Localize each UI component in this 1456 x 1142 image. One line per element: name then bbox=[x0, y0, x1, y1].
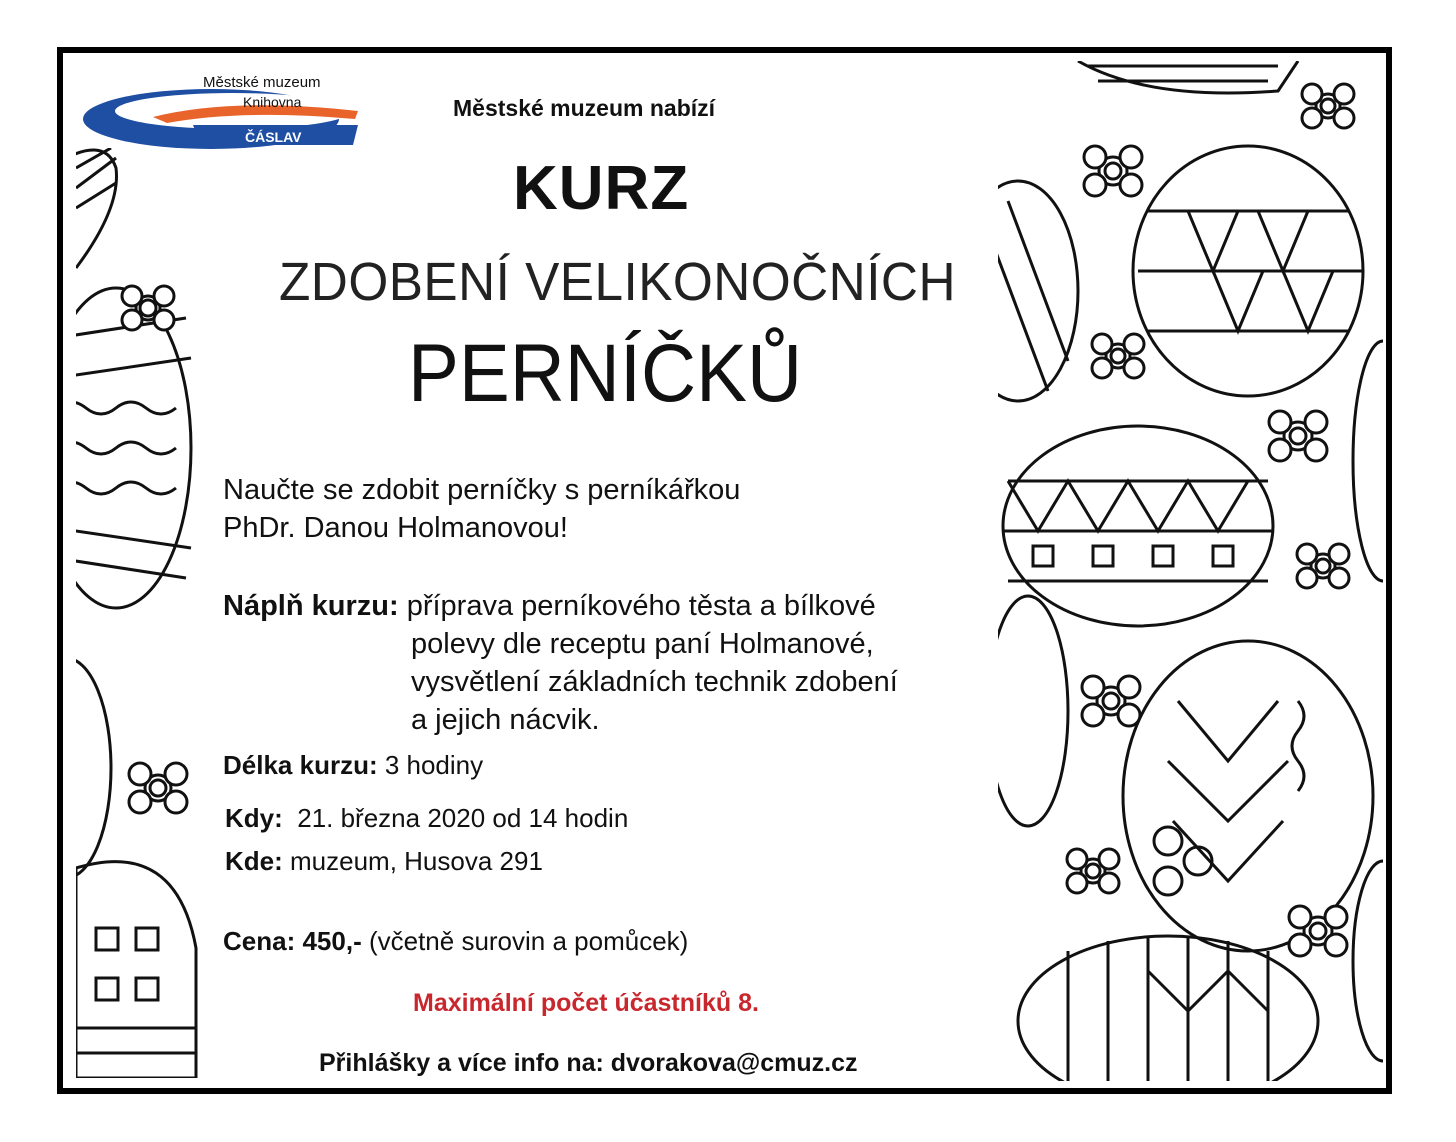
flower-icon bbox=[1067, 849, 1119, 893]
course-place bbox=[225, 846, 543, 877]
content-more bbox=[411, 625, 898, 739]
course-title: PERNÍČKŮ bbox=[408, 328, 803, 419]
where-label: Kde: bbox=[225, 846, 283, 876]
course-length bbox=[223, 750, 483, 781]
content-line: polevy dle receptu paní Holmanové, bbox=[411, 628, 874, 660]
capacity-notice: Maximální počet účastníků 8. bbox=[413, 989, 759, 1017]
flower-icon bbox=[1297, 544, 1349, 588]
flower-icon bbox=[129, 763, 187, 813]
easter-egg-pattern-left bbox=[76, 148, 198, 1078]
length-value: 3 hodiny bbox=[377, 750, 484, 780]
course-subtitle: ZDOBENÍ VELIKONOČNÍCH bbox=[279, 252, 956, 312]
when-label: Kdy: bbox=[225, 803, 283, 833]
course-heading: KURZ bbox=[513, 154, 690, 223]
logo-line1: Městské muzeum bbox=[203, 74, 321, 91]
course-date bbox=[225, 803, 628, 834]
flower-icon bbox=[1269, 411, 1327, 461]
when-value: 21. března 2020 od 14 hodin bbox=[282, 803, 629, 833]
length-label: Délka kurzu: bbox=[223, 750, 378, 780]
course-price bbox=[223, 926, 688, 957]
intro-text bbox=[223, 471, 943, 547]
flower-icon bbox=[1302, 84, 1354, 128]
flower-icon bbox=[1084, 146, 1142, 196]
contact-info: Přihlášky a více info na: dvorakova@cmuz.cz bbox=[319, 1049, 858, 1077]
logo-line3: ČÁSLAV bbox=[245, 129, 302, 145]
content-first-line bbox=[223, 587, 876, 625]
content-line: vysvětlení základních technik zdobení bbox=[411, 666, 898, 698]
flower-icon bbox=[1082, 676, 1140, 726]
museum-logo bbox=[83, 67, 363, 151]
content-line: příprava perníkového těsta a bílkové bbox=[406, 590, 876, 622]
flower-icon bbox=[1289, 906, 1347, 956]
svg-text:ČÁSLAV bbox=[245, 128, 302, 145]
easter-egg-pattern-right bbox=[998, 61, 1383, 1081]
poster-frame bbox=[57, 47, 1392, 1094]
where-value: muzeum, Husova 291 bbox=[282, 846, 543, 876]
price-label: Cena: 450,- bbox=[223, 926, 362, 956]
price-value: (včetně surovin a pomůcek) bbox=[361, 926, 689, 956]
svg-text:Knihovna bbox=[243, 94, 302, 110]
content-line: a jejich nácvik. bbox=[411, 704, 600, 736]
logo-line2: Knihovna bbox=[243, 94, 302, 110]
flower-icon bbox=[1092, 334, 1144, 378]
svg-text:Městské muzeum bbox=[203, 74, 321, 91]
intro-line2: PhDr. Danou Holmanovou! bbox=[223, 512, 568, 544]
content-label: Náplň kurzu: bbox=[223, 590, 399, 622]
intro-line1: Naučte se zdobit perníčky s perníkářkou bbox=[223, 474, 741, 506]
offers-heading: Městské muzeum nabízí bbox=[453, 95, 716, 121]
